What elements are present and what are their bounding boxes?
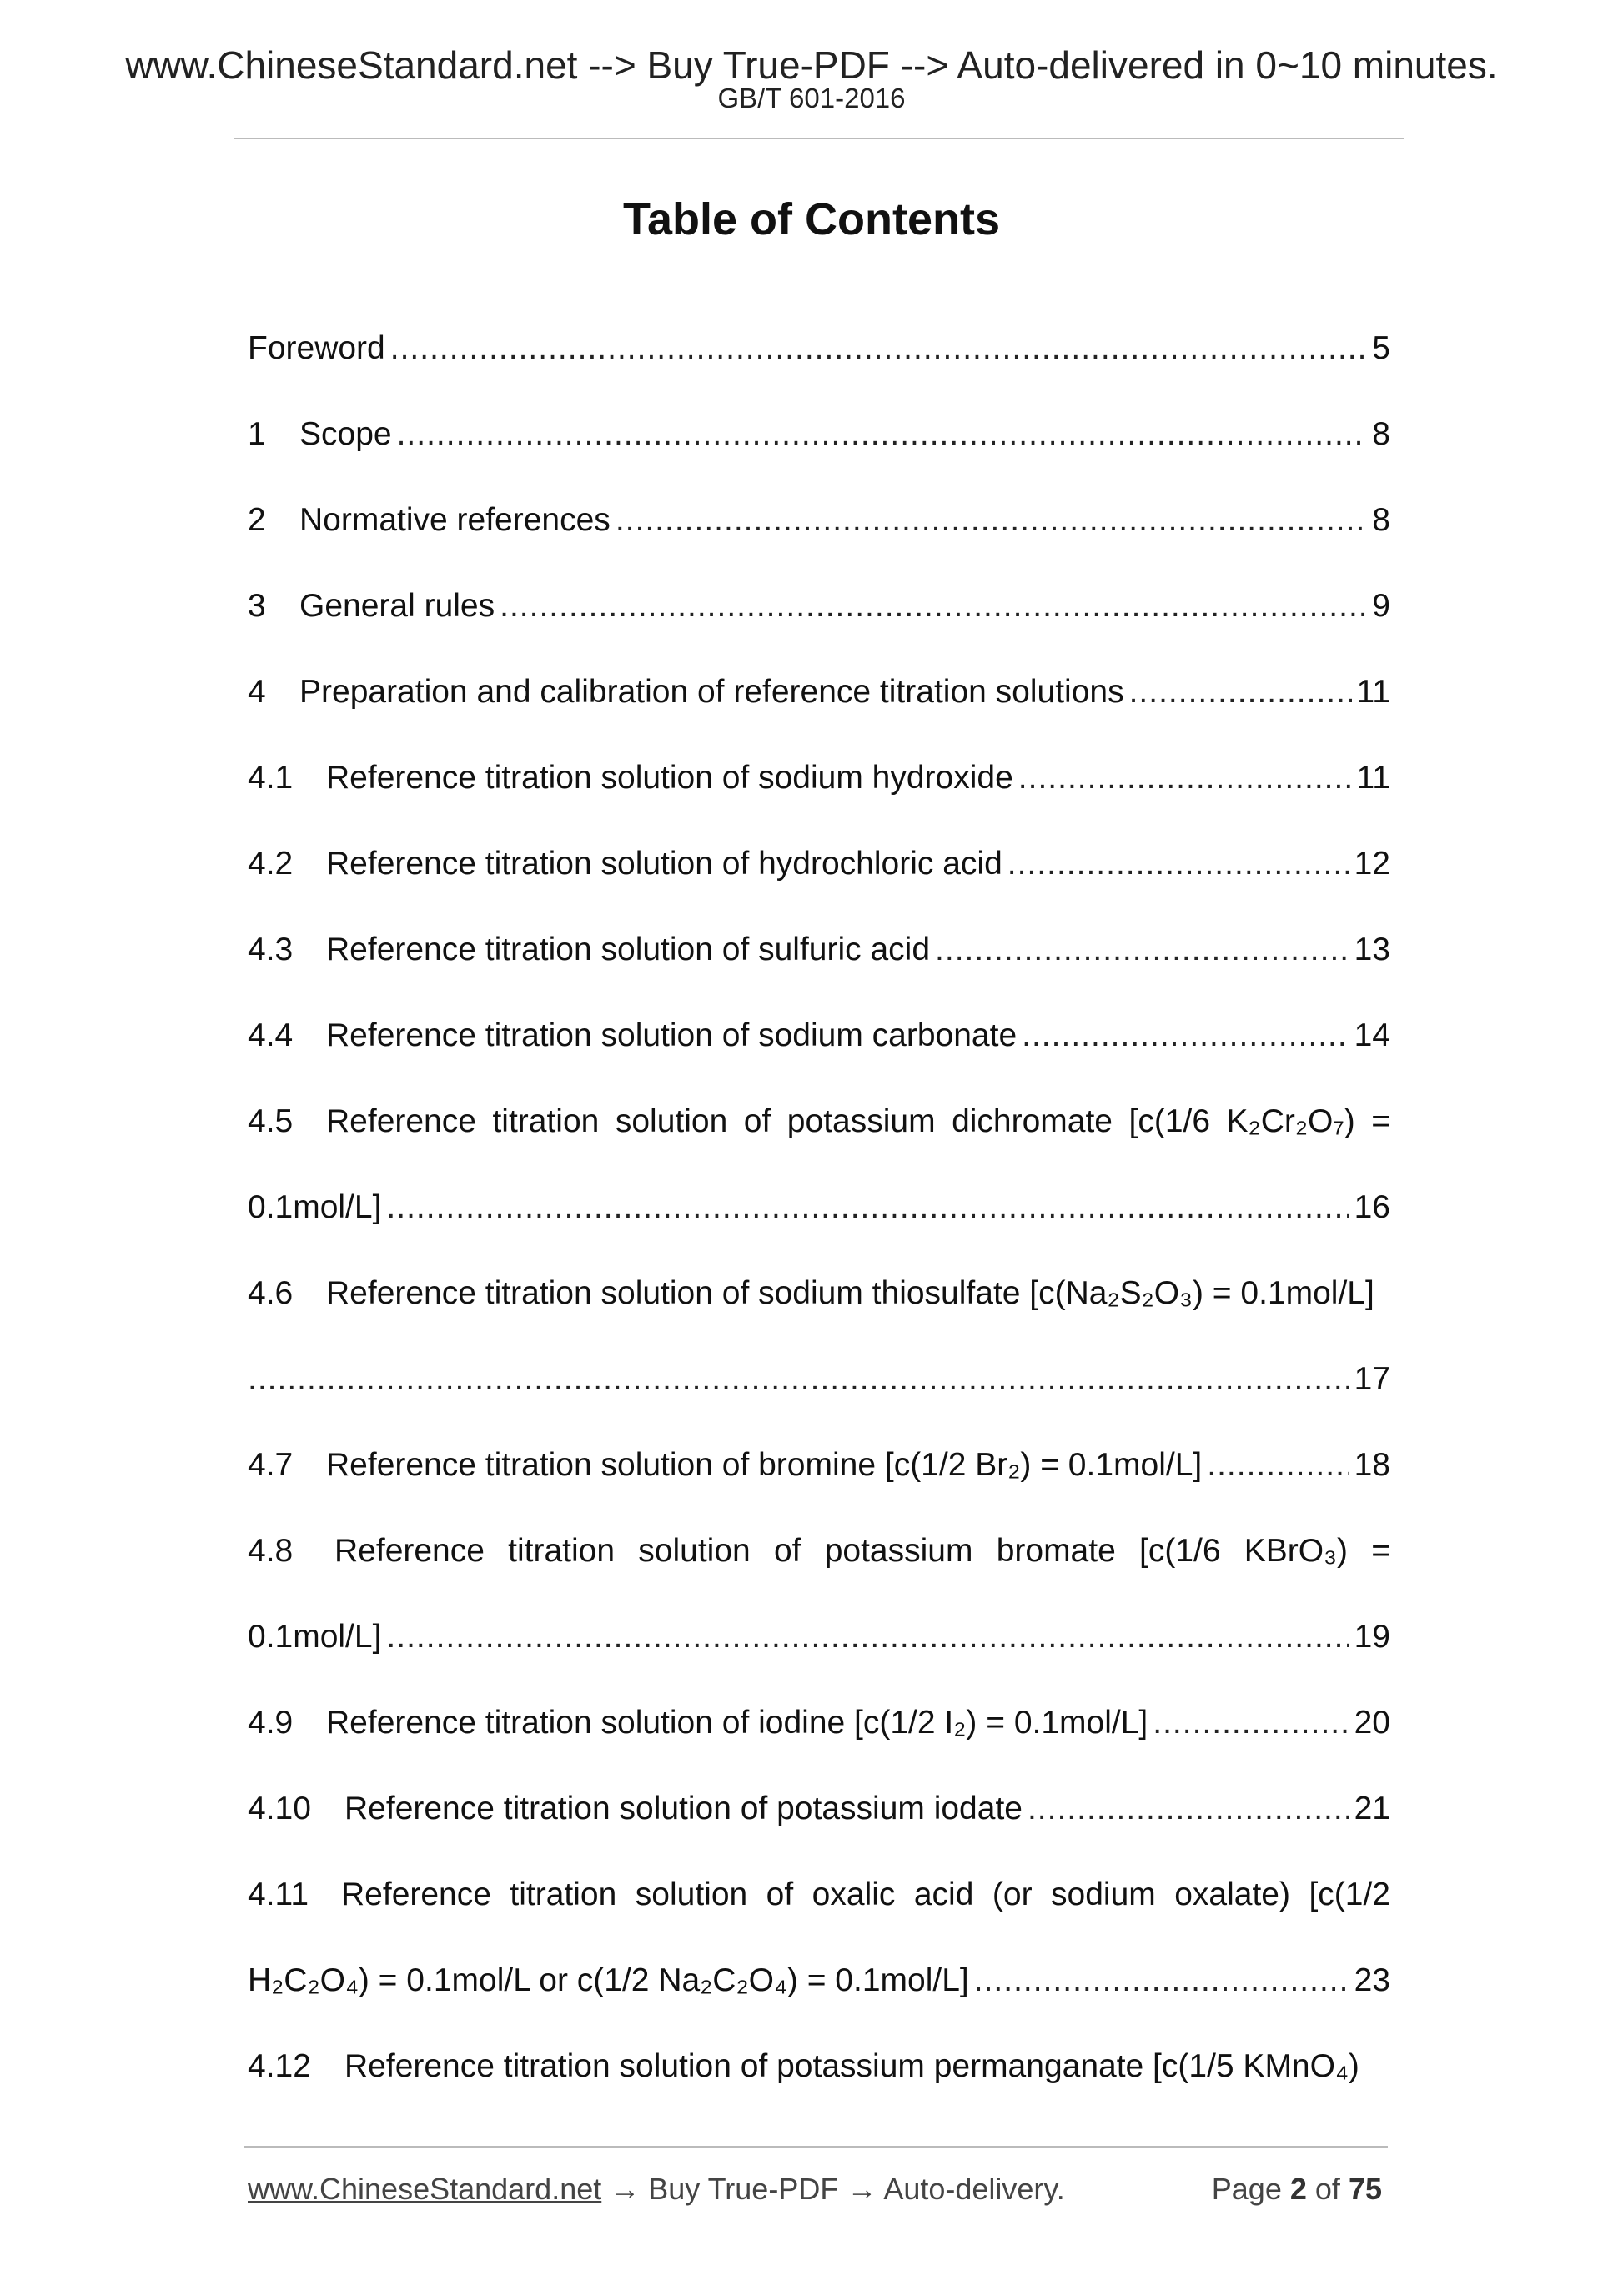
toc-entry-4-7[interactable] [248,1445,1390,1485]
toc-page-number: 11 [1356,760,1390,796]
toc-entry-2[interactable] [248,500,1390,540]
toc-entry-4-3[interactable] [248,930,1390,970]
toc-number: 4.8 [248,1533,294,1569]
toc-leader [500,586,1367,626]
toc-label: Preparation and calibration of reference titration solutions [299,674,1124,710]
toc-label: Reference titration solution of oxalic acid (or sodium oxalate) [c(1/2 [341,1876,1390,1912]
toc-number: 4.2 [248,846,294,882]
toc-entry-4-9[interactable] [248,1703,1390,1743]
toc-page-number: 17 [1354,1361,1390,1397]
toc-leader [1153,1703,1349,1743]
toc-leader [1018,758,1352,798]
page-footer [248,2170,1382,2208]
toc-label: Reference titration solution of sodium thiosulfate [c(Na₂S₂O₃) = 0.1mol/L] [326,1275,1374,1311]
toc-page-number: 11 [1356,674,1390,710]
toc-page-number: 5 [1372,330,1390,366]
toc-entry-4-8-continued[interactable] [248,1617,1390,1657]
toc-label: Normative references [299,502,611,538]
toc-leader [397,414,1368,455]
footer-text: → Buy True-PDF → Auto-delivery. [601,2172,1065,2206]
toc-entry-4-12[interactable] [248,2047,1390,2087]
toc-leader [974,1961,1349,2001]
header-divider [234,138,1404,139]
toc-entry-4[interactable] [248,672,1390,712]
toc-number: 2 [248,502,266,538]
toc-entry-foreword[interactable] [248,329,1390,369]
footer-divider [244,2146,1388,2148]
toc-page-number: 23 [1354,1962,1390,1998]
toc-number: 4.11 [248,1876,309,1912]
toc-number: 4.6 [248,1275,294,1311]
toc-number: 4.12 [248,2048,311,2084]
toc-label: Reference titration solution of sulfuric acid [326,932,931,967]
toc-entry-4-8[interactable] [248,1531,1390,1571]
toc-label: Reference titration solution of bromine [c(1/2 Br₂) = 0.1mol/L] [326,1447,1203,1483]
toc-entry-4-5-continued[interactable] [248,1188,1390,1228]
standard-code: GB/T 601-2016 [717,83,906,113]
toc-label-continued: H₂C₂O₄) = 0.1mol/L or c(1/2 Na₂C₂O₄) = 0.1mol/L] [248,1962,969,1998]
toc-entry-4-6[interactable] [248,1274,1390,1314]
toc-leader [1022,1016,1349,1056]
toc-number: 4.5 [248,1103,294,1139]
toc-number: 4.10 [248,1791,311,1826]
toc-label: Reference titration solution of sodium hydroxide [326,760,1013,796]
toc-entry-4-10[interactable] [248,1789,1390,1829]
toc-label: Reference titration solution of potassium permanganate [c(1/5 KMnO₄) [344,2048,1359,2084]
toc-entry-4-11[interactable] [248,1875,1390,1915]
toc-number: 4.9 [248,1705,294,1741]
toc-page-number: 21 [1354,1791,1390,1826]
toc-leader [1207,1445,1349,1485]
toc-entry-4-2[interactable] [248,844,1390,884]
page-indicator [1212,2170,1382,2208]
toc-leader [1129,672,1352,712]
toc-number: 4.1 [248,760,294,796]
toc-label: Foreword [248,330,385,366]
toc-number: 4.4 [248,1017,294,1053]
toc-number: 3 [248,588,266,624]
footer-site-link[interactable]: www.ChineseStandard.net [248,2172,602,2206]
toc-leader [386,1617,1349,1657]
toc-label: Scope [299,416,392,452]
toc-number: 1 [248,416,266,452]
toc-leader [386,1188,1349,1228]
toc-page-number: 16 [1354,1189,1390,1225]
toc-page-number: 8 [1372,502,1390,538]
toc-leader [935,930,1349,970]
toc-number: 4.7 [248,1447,294,1483]
toc-label: Reference titration solution of potassium iodate [344,1791,1023,1826]
toc-entry-4-11-continued[interactable] [248,1961,1390,2001]
toc-label: Reference titration solution of sodium carbonate [326,1017,1018,1053]
toc-entry-3[interactable] [248,586,1390,626]
toc-entry-1[interactable] [248,414,1390,455]
toc-leader [616,500,1367,540]
toc-label: Reference titration solution of potassium dichromate [c(1/6 K₂Cr₂O₇) = [326,1103,1390,1139]
toc-leader [248,1359,1349,1399]
toc-number: 4.3 [248,932,294,967]
toc-entry-4-5[interactable] [248,1102,1390,1142]
toc-label-continued: 0.1mol/L] [248,1189,382,1225]
toc-entry-4-6-continued[interactable] [248,1359,1390,1399]
toc-leader [1028,1789,1349,1829]
page-title: Table of Contents [623,194,1000,244]
page-word: Page [1211,2172,1282,2206]
toc-page-number: 14 [1354,1017,1390,1053]
toc-label: General rules [299,588,495,624]
toc-label: Reference titration solution of potassium bromate [c(1/6 KBrO₃) = [334,1533,1390,1569]
total-page-count: 75 [1348,2172,1382,2206]
toc-label-continued: 0.1mol/L] [248,1619,382,1655]
toc-page-number: 9 [1372,588,1390,624]
current-page-number: 2 [1289,2172,1307,2206]
toc-entry-4-4[interactable] [248,1016,1390,1056]
toc-page-number: 19 [1354,1619,1390,1655]
site-banner: www.ChineseStandard.net --> Buy True-PDF --> Auto-delivered in 0~10 minutes. [125,43,1498,87]
toc-entry-4-1[interactable] [248,758,1390,798]
toc-label: Reference titration solution of hydrochloric acid [326,846,1002,882]
toc-leader [1007,844,1349,884]
toc-label: Reference titration solution of iodine [c(1/2 I₂) = 0.1mol/L] [326,1705,1148,1741]
toc-leader [390,329,1368,369]
toc-page-number: 13 [1354,932,1390,967]
toc-page-number: 18 [1354,1447,1390,1483]
toc-page-number: 20 [1354,1705,1390,1741]
toc-number: 4 [248,674,266,710]
of-word: of [1314,2172,1340,2206]
toc-page-number: 8 [1372,416,1390,452]
toc-page-number: 12 [1354,846,1390,882]
